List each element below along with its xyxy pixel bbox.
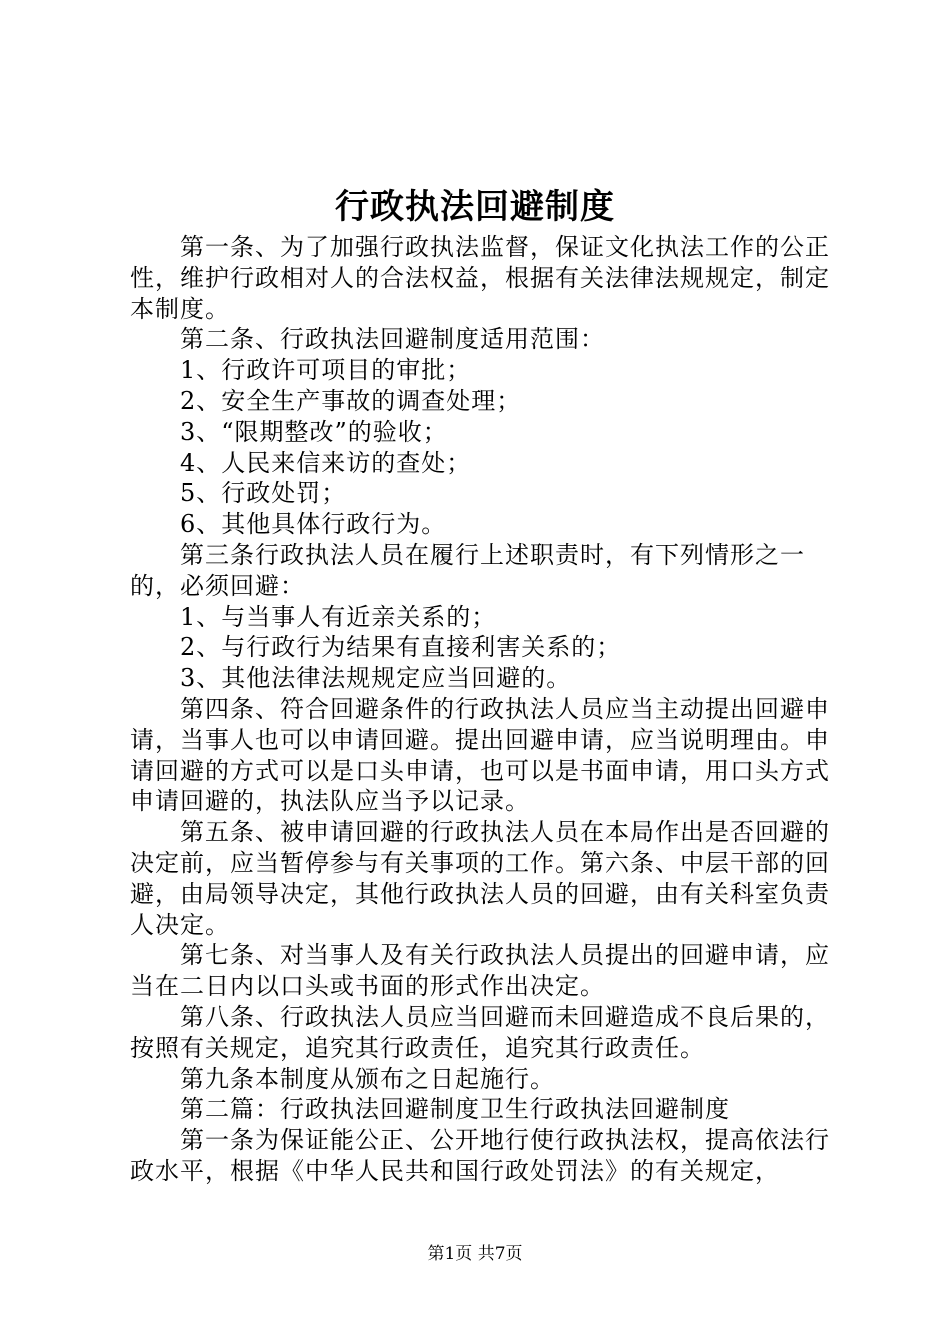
document-title: 行政执法回避制度	[335, 187, 615, 227]
list-item: 3、“限期整改”的验收；	[180, 417, 448, 446]
list-item: 1、与当事人有近亲关系的；	[180, 602, 497, 631]
list-item: 6、其他具体行政行为。	[180, 510, 447, 539]
section-heading: 第二篇：行政执法回避制度卫生行政执法回避制度	[180, 1095, 730, 1124]
list-item: 2、与行政行为结果有直接利害关系的；	[180, 633, 622, 662]
paragraph: 第三条行政执法人员在履行上述职责时，有下列情形之一的，必须回避：	[130, 540, 805, 600]
paragraph: 第四条、符合回避条件的行政执法人员应当主动提出回避申请，当事人也可以申请回避。提出回避申请，应当说明理由。申请回避的方式可以是口头申请，也可以是书面申请，用口头方式申请回避的，执法队应当予以记录。	[130, 694, 830, 816]
paragraph: 第九条本制度从颁布之日起施行。	[180, 1064, 555, 1093]
list-item: 2、安全生产事故的调查处理；	[180, 386, 522, 415]
paragraph: 第七条、对当事人及有关行政执法人员提出的回避申请，应当在二日内以口头或书面的形式作出决定。	[130, 941, 830, 1001]
list-item: 5、行政处罚；	[180, 479, 347, 508]
list-item: 4、人民来信来访的查处；	[180, 448, 472, 477]
paragraph: 第一条为保证能公正、公开地行使行政执法权，提高依法行政水平，根据《中华人民共和国行政处罚法》的有关规定，	[130, 1126, 830, 1185]
document-body	[130, 232, 840, 1187]
page-number-footer: 第1页 共7页	[427, 1244, 523, 1264]
paragraph: 第五条、被申请回避的行政执法人员在本局作出是否回避的决定前，应当暂停参与有关事项的工作。第六条、中层干部的回避，由局领导决定，其他行政执法人员的回避，由有关科室负责人决定。	[130, 818, 830, 939]
paragraph: 第二条、行政执法回避制度适用范围：	[180, 325, 605, 354]
list-item: 3、其他法律法规规定应当回避的。	[180, 664, 572, 693]
paragraph: 第一条、为了加强行政执法监督，保证文化执法工作的公正性，维护行政相对人的合法权益，根据有关法律法规规定，制定本制度。	[130, 233, 830, 323]
paragraph: 第八条、行政执法人员应当回避而未回避造成不良后果的，按照有关规定，追究其行政责任，追究其行政责任。	[130, 1002, 830, 1062]
list-item: 1、行政许可项目的审批；	[180, 356, 472, 385]
